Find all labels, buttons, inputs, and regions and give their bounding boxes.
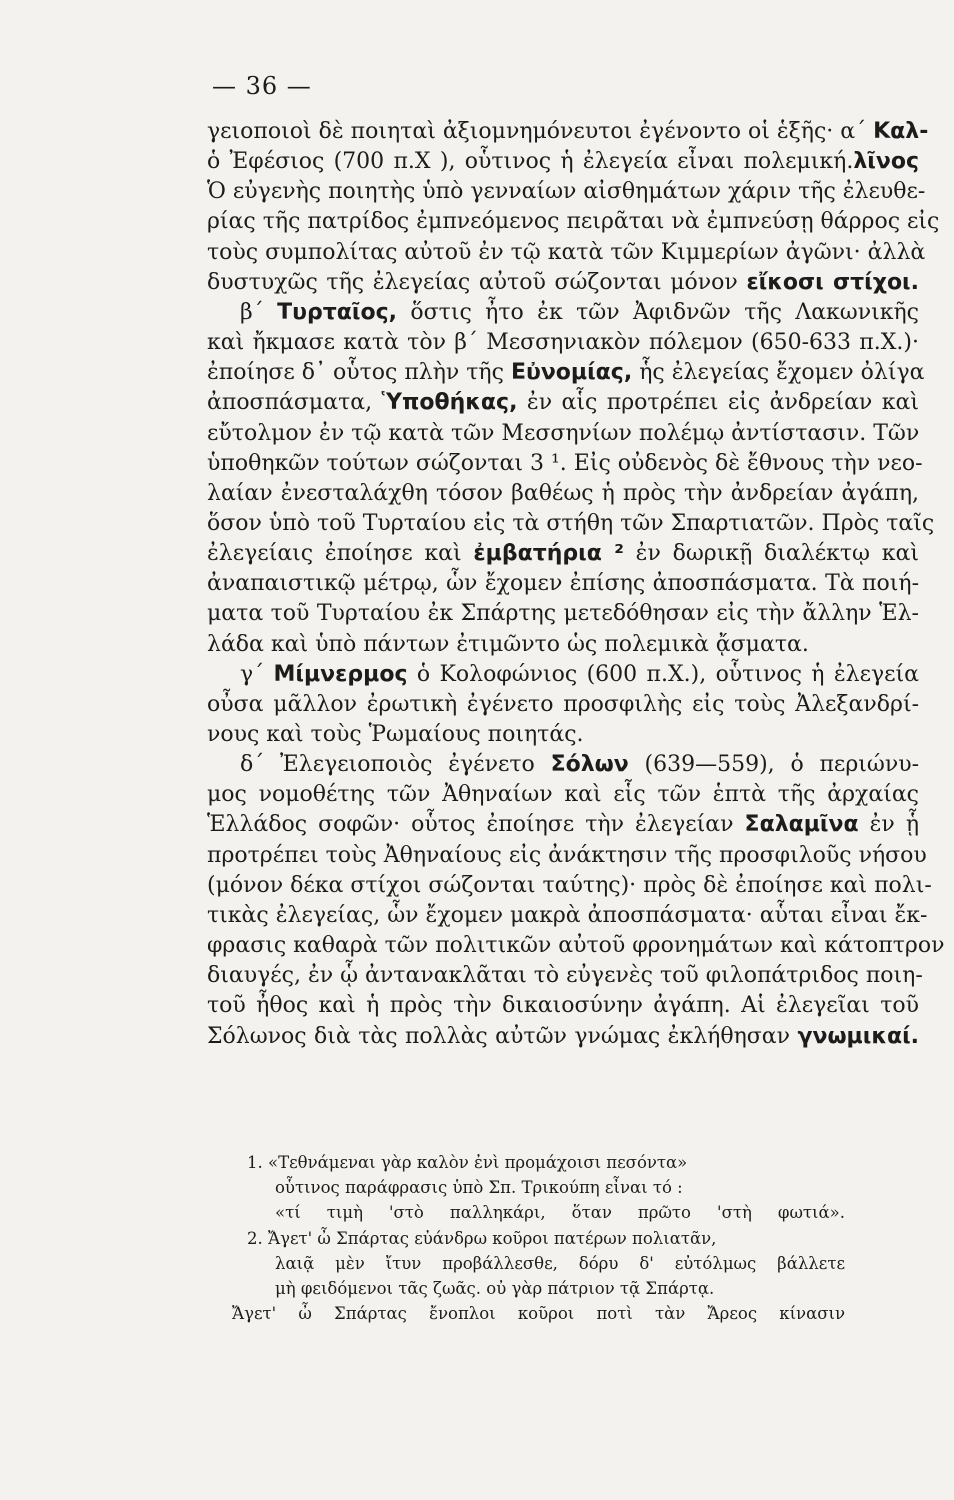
text-line [207, 780, 919, 810]
text-run: ματα τοῦ Τυρταίου ἐκ Σπάρτης μετεδόθησαν εἰς τὴν ἄλλην Ἑλ- [207, 601, 919, 627]
text-line [207, 841, 927, 871]
text-run: ἧς ἐλεγείας ἔχομεν ὀλίγα [632, 360, 925, 386]
text-run: διαυγές, ἐν ᾧ ἀντανακλᾶται τὸ εὐγενὲς τοῦ φιλοπάτριδος ποιη- [207, 963, 923, 989]
text-run: Σόλωνος διὰ τὰς πολλὰς αὐτῶν γνώμας ἐκλήθησαν [207, 1023, 798, 1049]
text-run: (639—559), ὁ περιώνυ- [628, 752, 920, 778]
text-line [207, 810, 919, 840]
text-run: λαίαν ἐνεσταλάχθη τόσον βαθέως ἡ πρὸς τὴν ἀνδρείαν ἀγάπη, [207, 480, 919, 506]
text-line [207, 238, 926, 268]
text-run: μος νομοθέτης τῶν Ἀθηναίων καὶ εἷς τῶν ἑπτὰ τῆς ἀρχαίας [207, 782, 919, 808]
text-run: ἐν αἷς προτρέπει εἰς ἀνδρείαν καὶ [517, 390, 919, 416]
text-run: φρασις καθαρὰ τῶν πολιτικῶν αὐτοῦ φρονημάτων καὶ κάτοπτρον [207, 933, 945, 959]
footnote-line: 1. «Τεθνάμεναι γὰρ καλὸν ἐνὶ προμάχοισι πεσόντα» [247, 1153, 688, 1172]
text-line [207, 177, 926, 207]
text-line [207, 268, 919, 298]
text-line [207, 720, 919, 750]
text-line [207, 449, 923, 479]
text-run: ἐν δωρικῇ διαλέκτῳ καὶ [623, 541, 919, 567]
text-run: β΄ [240, 299, 278, 325]
text-run: ἀποσπάσματα, [207, 390, 382, 416]
text-line [207, 991, 919, 1021]
text-line [207, 1022, 919, 1052]
bold-term: ἐμβατήρια ² [473, 541, 624, 567]
text-run: ἐν ᾗ [858, 812, 919, 838]
text-line [240, 660, 919, 690]
text-run: ἐλεγείαις ἐποίησε καὶ [207, 541, 474, 567]
bold-term: γνωμικαί. [797, 1023, 919, 1049]
footnote-line: λαιᾷ μὲν ἴτυν προβάλλεσθε, δόρυ δ' εὐτόλμως βάλλετε [275, 1253, 845, 1273]
text-run: ὑποθηκῶν τούτων σώζονται 3 ¹. Εἰς οὐδενὸς δὲ ἔθνους τὴν νεο- [207, 450, 923, 476]
text-run: γειοποιοὶ δὲ ποιηταὶ ἀξιομνημόνευτοι ἐγένοντο οἱ ἑξῆς· α΄ [207, 119, 874, 144]
bold-term: Καλ- [873, 119, 929, 144]
text-run: γ΄ [240, 661, 274, 687]
footnote-line: οὗτινος παράφρασις ὑπὸ Σπ. Τρικούπη εἶναι τό : [275, 1178, 683, 1198]
text-run: νους καὶ τοὺς Ῥωμαίους ποιητάς. [207, 722, 584, 747]
text-line [207, 388, 919, 418]
text-line [207, 207, 940, 237]
text-line [207, 539, 919, 569]
text-run: ἐποίησε δ᾽ οὗτος πλὴν τῆς [207, 360, 511, 386]
footnote-line: Ἄγετ' ὦ Σπάρτας ἔνοπλοι κοῦροι ποτὶ τὰν Ἄρεος κίνασιν [232, 1304, 845, 1324]
text-line [207, 901, 928, 931]
footnote-line: 2. Ἄγετ' ὦ Σπάρτας εὐάνδρω κοῦροι πατέρων πολιατᾶν, [247, 1228, 717, 1248]
text-line [207, 147, 919, 177]
text-run: προτρέπει τοὺς Ἀθηναίους εἰς ἀνάκτησιν τῆς προσφιλοῦς νήσου [207, 842, 927, 868]
text-run: τοῦ ἦθος καὶ ἡ πρὸς τὴν δικαιοσύνην ἀγάπη. Αἱ ἐλεγεῖαι τοῦ [207, 993, 919, 1019]
text-run: ὁ Κολοφώνιος (600 π.Χ.), οὗτινος ἡ ἐλεγεία [407, 661, 919, 687]
text-line [207, 328, 919, 358]
bold-term: Ὑποθήκας, [381, 390, 518, 416]
text-run: καὶ ἤκμασε κατὰ τὸν β΄ Μεσσηνιακὸν πόλεμον (650-633 π.Χ.)· [207, 330, 919, 356]
text-line [207, 358, 925, 388]
footnote-line: «τί τιμὴ 'στὸ παλληκάρι, ὅταν πρῶτο 'στὴ φωτιά». [275, 1203, 845, 1223]
text-run: οὖσα μᾶλλον ἐρωτικὴ ἐγένετο προσφιλὴς εἰς τοὺς Ἀλεξανδρί- [207, 691, 919, 717]
text-run: λάδα καὶ ὑπὸ πάντων ἐτιμῶντο ὡς πολεμικὰ ᾄσματα. [207, 631, 809, 657]
text-line [240, 298, 919, 328]
text-line [240, 750, 919, 780]
text-run: (μόνον δέκα στίχοι σώζονται ταύτης)· πρὸς δὲ ἐποίησε καὶ πολι- [207, 872, 932, 898]
text-line [207, 509, 935, 539]
text-line [207, 117, 929, 147]
footnote-line: μὴ φειδόμενοι τᾶς ζωᾶς. οὐ γὰρ πάτριον τᾷ Σπάρτᾳ. [275, 1279, 715, 1298]
bold-term: Μίμνερμος [273, 661, 408, 687]
text-run: ὅσον ὑπὸ τοῦ Τυρταίου εἰς τὰ στήθη τῶν Σπαρτιατῶν. Πρὸς ταῖς [207, 510, 935, 536]
text-run: εὔτολμον ἐν τῷ κατὰ τῶν Μεσσηνίων πολέμῳ ἀντίστασιν. Τῶν [207, 420, 920, 446]
text-run: ἀναπαιστικῷ μέτρῳ, ὧν ἔχομεν ἐπίσης ἀποσπάσματα. Τὰ ποιή- [207, 571, 919, 597]
bold-term: Εὐνομίας, [510, 360, 633, 386]
text-line [207, 871, 932, 901]
text-line [207, 479, 919, 509]
bold-term: Σόλων [550, 752, 629, 778]
text-run: δυστυχῶς τῆς ἐλεγείας αὐτοῦ σώζονται μόνον [207, 269, 747, 295]
page-number: — 36 — [212, 72, 312, 100]
text-run: ὁ Ἐφέσιος (700 π.Χ ), οὗτινος ἡ ἐλεγεία εἶναι πολεμική. [207, 149, 854, 175]
text-line [207, 599, 919, 629]
bold-term: Σαλαμῖνα [744, 812, 859, 838]
text-line [207, 419, 919, 449]
text-line [207, 961, 923, 991]
text-run: Ἑλλάδος σοφῶν· οὗτος ἐποίησε τὴν ἐλεγείαν [207, 812, 745, 838]
text-run: τοὺς συμπολίτας αὐτοῦ ἐν τῷ κατὰ τῶν Κιμμερίων ἀγῶνι· ἀλλὰ [207, 239, 926, 265]
text-line [207, 569, 919, 599]
text-run: τικὰς ἐλεγείας, ὧν ἔχομεν μακρὰ ἀποσπάσματα· αὗται εἶναι ἔκ- [207, 902, 928, 928]
text-run: Ὁ εὐγενὴς ποιητὴς ὑπὸ γενναίων αἰσθημάτων χάριν τῆς ἐλευθε- [207, 179, 926, 205]
text-line [207, 690, 919, 720]
bold-term: εἴκοσι στίχοι. [746, 269, 919, 295]
bold-term: λῖνος [853, 149, 919, 175]
bold-term: Τυρταῖος, [277, 299, 397, 325]
text-run: δ΄ Ἐλεγειοποιὸς ἐγένετο [240, 752, 551, 778]
text-line [207, 630, 919, 660]
text-run: ρίας τῆς πατρίδος ἐμπνεόμενος πειρᾶται νὰ ἐμπνεύσῃ θάρρος εἰς [207, 209, 940, 235]
text-line [207, 931, 945, 961]
text-run: ὅστις ἦτο ἐκ τῶν Ἀφιδνῶν τῆς Λακωνικῆς [396, 299, 919, 325]
